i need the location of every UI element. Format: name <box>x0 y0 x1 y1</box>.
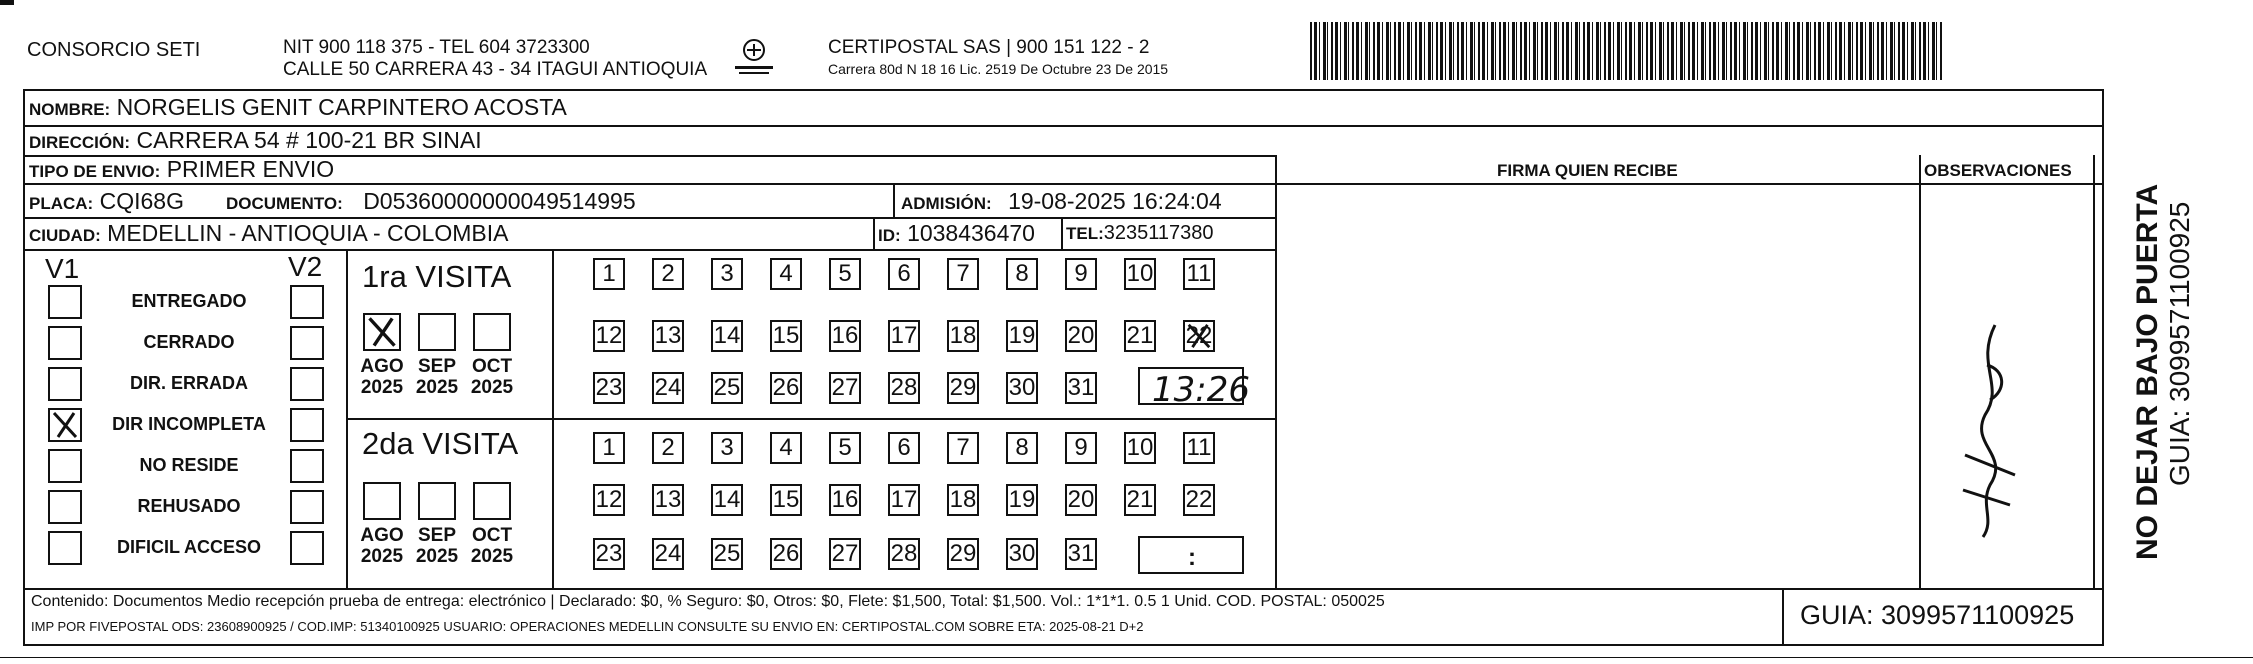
day-cell[interactable]: 21 <box>1124 484 1156 516</box>
id-value: 1038436470 <box>907 220 1035 246</box>
nit-line: NIT 900 118 375 - TEL 604 3723300 <box>283 37 590 58</box>
side-guia: GUIA: 3099571100925 <box>2164 201 2195 486</box>
day-cell[interactable]: 7 <box>947 258 979 290</box>
tipo-value: PRIMER ENVIO <box>166 156 335 182</box>
company-name: CONSORCIO SETI <box>27 39 201 61</box>
v2-checkbox[interactable] <box>290 408 324 442</box>
day-cell[interactable]: 2 <box>652 432 684 464</box>
visit1-time: 13:26 <box>1152 370 1250 410</box>
month-label: AGO 2025 <box>360 356 404 398</box>
day-cell[interactable]: 14 <box>711 320 743 352</box>
day-cell[interactable]: 26 <box>770 372 802 404</box>
day-cell[interactable]: 2 <box>652 258 684 290</box>
day-cell[interactable]: 12 <box>593 320 625 352</box>
day-cell[interactable]: 25 <box>711 372 743 404</box>
day-cell[interactable]: 27 <box>829 538 861 570</box>
day-cell[interactable]: 15 <box>770 320 802 352</box>
col-line <box>2093 155 2095 588</box>
day-cell[interactable]: 31 <box>1065 538 1097 570</box>
status-option-label: ENTREGADO <box>131 291 247 311</box>
month-label: OCT 2025 <box>470 356 514 398</box>
tel-value: 3235117380 <box>1103 222 1214 244</box>
ciudad-field <box>29 222 508 245</box>
v1-checkbox[interactable] <box>48 449 82 483</box>
day-cell[interactable]: 19 <box>1006 484 1038 516</box>
day-cell[interactable]: 20 <box>1065 320 1097 352</box>
day-cell[interactable]: 18 <box>947 320 979 352</box>
day-cell[interactable]: 16 <box>829 484 861 516</box>
certipostal-logo-icon <box>733 36 775 82</box>
v1-label: V1 <box>45 253 80 284</box>
ciudad-label: CIUDAD: <box>29 226 101 245</box>
address-line: CALLE 50 CARRERA 43 - 34 ITAGUI ANTIOQUIA <box>283 59 708 80</box>
tel-label: TEL: <box>1066 224 1104 243</box>
month-label: SEP 2025 <box>415 356 459 398</box>
month-checkbox[interactable] <box>363 482 401 520</box>
day-cell[interactable]: 16 <box>829 320 861 352</box>
documento-value: D05360000000049514995 <box>363 188 636 214</box>
visit1-time-box <box>1138 367 1250 410</box>
nombre-field <box>29 96 567 119</box>
col-line <box>873 217 875 249</box>
v1-checkbox[interactable] <box>48 490 82 524</box>
direccion-field <box>29 129 482 152</box>
v1-checkbox[interactable] <box>48 408 82 442</box>
row-line <box>23 588 2104 590</box>
day-cell[interactable]: 15 <box>770 484 802 516</box>
direccion-value: CARRERA 54 # 100-21 BR SINAI <box>136 127 482 153</box>
direccion-label: DIRECCIÓN: <box>29 133 131 152</box>
ciudad-value: MEDELLIN - ANTIOQUIA - COLOMBIA <box>107 220 509 246</box>
id-label: ID: <box>878 226 901 245</box>
day-cell[interactable]: 9 <box>1065 258 1097 290</box>
day-cell[interactable]: 26 <box>770 538 802 570</box>
certipostal-line: CERTIPOSTAL SAS | 900 151 122 - 2 <box>828 37 1150 58</box>
row-line <box>23 217 1276 219</box>
barcode <box>1310 22 1942 80</box>
id-field <box>878 222 1035 245</box>
day-cell[interactable]: 17 <box>888 320 920 352</box>
documento-label: DOCUMENTO: <box>226 194 343 213</box>
day-cell[interactable]: 27 <box>829 372 861 404</box>
visit2-time: : <box>1188 544 1196 571</box>
day-cell[interactable]: 6 <box>888 258 920 290</box>
v2-checkbox[interactable] <box>290 449 324 483</box>
day-cell[interactable]: 5 <box>829 258 861 290</box>
month-checkbox[interactable] <box>418 313 456 351</box>
visit1-title: 1ra VISITA <box>362 259 512 294</box>
v2-checkbox[interactable] <box>290 326 324 360</box>
month-label: SEP 2025 <box>415 525 459 567</box>
row-line <box>23 249 1276 251</box>
status-option-label: DIR. ERRADA <box>129 373 248 393</box>
v2-checkbox[interactable] <box>290 490 324 524</box>
day-cell[interactable]: 21 <box>1124 320 1156 352</box>
day-cell[interactable]: 11 <box>1183 258 1215 290</box>
placa-field <box>29 190 184 213</box>
v2-checkbox[interactable] <box>290 531 324 565</box>
day-cell[interactable]: 20 <box>1065 484 1097 516</box>
day-cell[interactable]: 9 <box>1065 432 1097 464</box>
day-cell[interactable]: 6 <box>888 432 920 464</box>
day-cell[interactable]: 30 <box>1006 372 1038 404</box>
col-line <box>1919 155 1921 588</box>
tipo-label: TIPO DE ENVIO: <box>29 162 161 181</box>
day-cell[interactable]: 25 <box>711 538 743 570</box>
tipo-field <box>29 158 334 181</box>
day-cell[interactable]: 1 <box>593 432 625 464</box>
day-cell[interactable]: 23 <box>593 372 625 404</box>
day-cell[interactable]: 11 <box>1183 432 1215 464</box>
day-cell[interactable]: 19 <box>1006 320 1038 352</box>
v2-label: V2 <box>288 251 323 282</box>
day-cell[interactable]: 8 <box>1006 432 1038 464</box>
day-cell[interactable]: 28 <box>888 372 920 404</box>
footer-contenido: Contenido: Documentos Medio recepción prueba de entrega: electrónico | Declarado: $0, % Seguro: $0, Otros: $0, Flete: $1,500, Total: $1,500. Vol.: 1*1*1. 0.5 1 Unid. COD. POSTAL: 050025 <box>31 593 1385 610</box>
day-cell[interactable]: 4 <box>770 258 802 290</box>
month-label: AGO 2025 <box>360 525 404 567</box>
status-option-label: NO RESIDE <box>139 455 239 475</box>
signature <box>1935 305 2035 545</box>
v2-checkbox[interactable] <box>290 285 324 319</box>
day-cell[interactable]: 13 <box>652 484 684 516</box>
day-cell[interactable]: 24 <box>652 538 684 570</box>
day-cell[interactable]: 10 <box>1124 258 1156 290</box>
day-cell[interactable]: 23 <box>593 538 625 570</box>
day-cell[interactable]: 3 <box>711 432 743 464</box>
day-cell[interactable]: 8 <box>1006 258 1038 290</box>
status-option-label: CERRADO <box>143 332 235 352</box>
col-line <box>1061 217 1063 249</box>
nombre-label: NOMBRE: <box>29 100 111 119</box>
status-option-label: DIR INCOMPLETA <box>112 414 266 434</box>
month-checkbox[interactable] <box>473 482 511 520</box>
day-cell[interactable]: 14 <box>711 484 743 516</box>
v1-checkbox[interactable] <box>48 285 82 319</box>
license-line: Carrera 80d N 18 16 Lic. 2519 De Octubre 23 De 2015 <box>828 61 1169 77</box>
month-checkbox[interactable] <box>418 482 456 520</box>
status-option-label: DIFICIL ACCESO <box>116 537 261 557</box>
footer-imp: IMP POR FIVEPOSTAL ODS: 23608900925 / COD.IMP: 51340100925 USUARIO: OPERACIONES MEDELLIN CONSULTE SU ENVIO EN: CERTIPOSTAL.COM SOBRE ETA: 2025-08-21 D+2 <box>31 619 1144 634</box>
no-dejar-bajo-puerta: NO DEJAR BAJO PUERTA <box>2131 183 2164 560</box>
v1-checkbox[interactable] <box>48 531 82 565</box>
day-cell[interactable]: 22 <box>1183 320 1215 352</box>
day-cell[interactable]: 24 <box>652 372 684 404</box>
documento-field <box>226 190 636 213</box>
v1-checkbox[interactable] <box>48 367 82 401</box>
day-cell[interactable]: 29 <box>947 372 979 404</box>
footer-guia: GUIA: 3099571100925 <box>1800 600 2075 630</box>
month-checkbox[interactable] <box>473 313 511 351</box>
visit-divider <box>346 418 1276 420</box>
day-cell[interactable]: 12 <box>593 484 625 516</box>
day-cell[interactable]: 3 <box>711 258 743 290</box>
tel-field <box>1066 223 1214 243</box>
day-cell[interactable]: 17 <box>888 484 920 516</box>
month-label: OCT 2025 <box>470 525 514 567</box>
col-line <box>1782 588 1784 646</box>
day-cell[interactable]: 4 <box>770 432 802 464</box>
col-line <box>893 183 895 217</box>
form-frame <box>23 89 2104 646</box>
month-checkbox[interactable] <box>363 313 401 351</box>
v1-checkbox[interactable] <box>48 326 82 360</box>
placa-label: PLACA: <box>29 194 94 213</box>
status-option-label: REHUSADO <box>137 496 241 516</box>
v2-checkbox[interactable] <box>290 367 324 401</box>
col-line <box>1275 155 1277 588</box>
admision-field <box>901 190 1222 213</box>
day-cell[interactable]: 30 <box>1006 538 1038 570</box>
placa-value: CQI68G <box>99 188 184 214</box>
observaciones-label: OBSERVACIONES <box>1924 161 2072 180</box>
day-cell[interactable]: 7 <box>947 432 979 464</box>
day-cell[interactable]: 18 <box>947 484 979 516</box>
day-cell[interactable]: 29 <box>947 538 979 570</box>
day-cell[interactable]: 10 <box>1124 432 1156 464</box>
visit2-time-box <box>1138 536 1244 574</box>
nombre-value: NORGELIS GENIT CARPINTERO ACOSTA <box>116 94 567 120</box>
day-cell[interactable]: 1 <box>593 258 625 290</box>
day-cell[interactable]: 5 <box>829 432 861 464</box>
day-cell[interactable]: 28 <box>888 538 920 570</box>
admision-value: 19-08-2025 16:24:04 <box>1008 188 1222 214</box>
bottom-line <box>0 657 2253 658</box>
admision-label: ADMISIÓN: <box>901 194 992 213</box>
day-cell[interactable]: 13 <box>652 320 684 352</box>
corner-mark <box>0 0 14 5</box>
day-cell[interactable]: 31 <box>1065 372 1097 404</box>
day-cell[interactable]: 22 <box>1183 484 1215 516</box>
firma-label: FIRMA QUIEN RECIBE <box>1497 161 1678 180</box>
row-line <box>23 183 2104 185</box>
visit2-title: 2da VISITA <box>362 426 519 461</box>
